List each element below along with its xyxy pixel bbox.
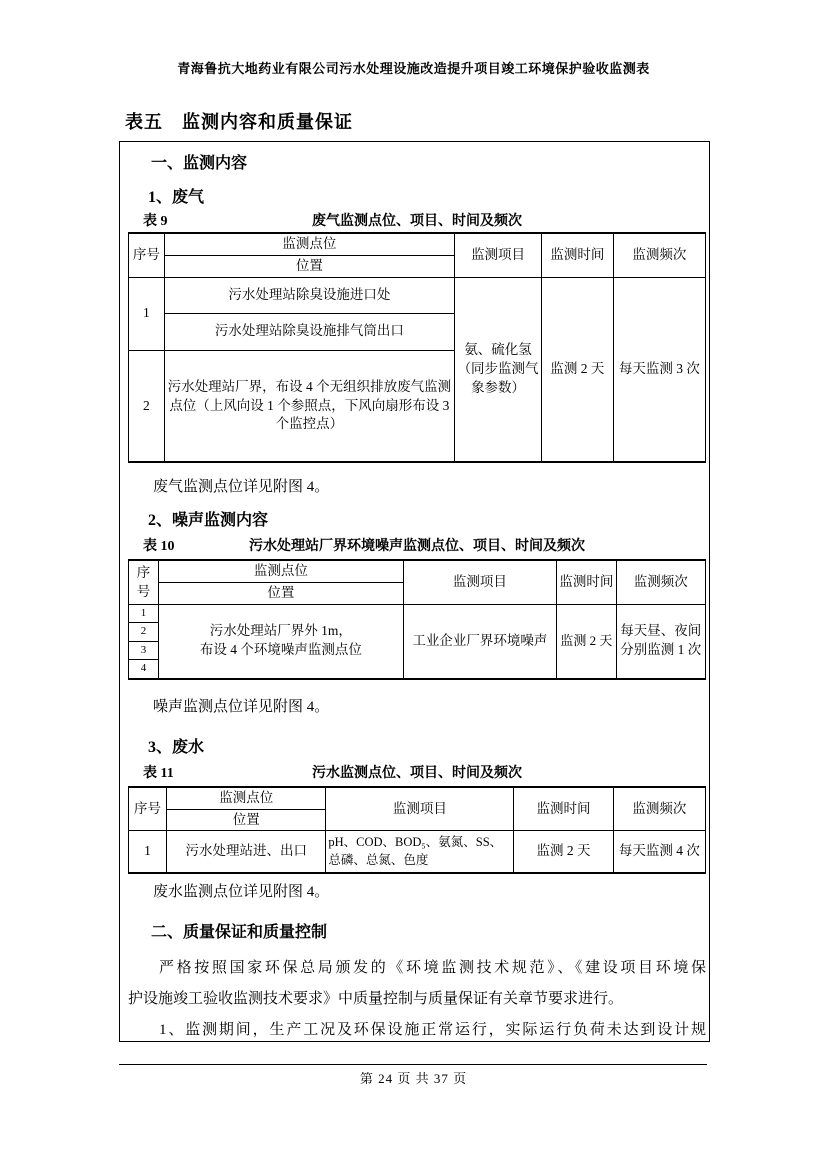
table9-caption-row <box>128 213 706 231</box>
t11-time-cell: 监测 2 天 <box>514 831 613 873</box>
t9-header-time: 监测时间 <box>542 233 614 277</box>
subsection-heading-wastewater: 3、废水 <box>148 738 205 756</box>
gas-note: 废气监测点位详见附图 4。 <box>153 479 330 496</box>
subsection-heading-noise: 2、噪声监测内容 <box>148 512 269 530</box>
section-heading-qa: 二、质量保证和质量控制 <box>151 923 328 941</box>
t10-row2-no: 2 <box>129 623 159 641</box>
t11-header-position: 位置 <box>167 809 326 831</box>
t9-row1-point-a: 污水处理站除臭设施进口处 <box>164 277 454 313</box>
t9-item-cell: 氨、硫化氢（同步监测气象参数） <box>455 277 542 462</box>
t9-time-cell: 监测 2 天 <box>542 277 614 462</box>
t10-point-cell <box>159 605 404 679</box>
t11-header-time: 监测时间 <box>514 787 613 831</box>
table10-title: 污水处理站厂界环境噪声监测点位、项目、时间及频次 <box>249 539 585 555</box>
qa-paragraph-line1: 严格按照国家环保总局颁发的《环境监测技术规范》、《建设项目环境保 <box>159 959 706 976</box>
t10-header-freq: 监测频次 <box>616 560 705 604</box>
subsection-heading-gas: 1、废气 <box>148 189 205 206</box>
page-title: 表五 监测内容和质量保证 <box>125 112 353 132</box>
footer-divider <box>119 1064 707 1065</box>
t10-point-line2: 布设 4 个环境噪声监测点位 <box>199 642 362 658</box>
table9-label: 表 9 <box>143 214 168 229</box>
t10-header-point: 监测点位 <box>159 560 404 582</box>
table9-title: 废气监测点位、项目、时间及频次 <box>312 214 522 229</box>
wastewater-note: 废水监测点位详见附图 4。 <box>153 883 330 900</box>
t9-row1-no: 1 <box>129 277 165 350</box>
t9-header-no: 序号 <box>129 233 165 277</box>
t11-freq-cell: 每天监测 4 次 <box>613 831 705 873</box>
page-number: 第 24 页 共 37 页 <box>359 1071 468 1086</box>
section-heading-monitoring-content: 一、监测内容 <box>151 155 248 172</box>
content-box <box>119 141 710 1042</box>
t10-freq-cell: 每天昼、夜间分别监测 1 次 <box>616 605 705 679</box>
t10-row1-no: 1 <box>129 605 159 623</box>
t11-header-no: 序号 <box>129 787 167 831</box>
table11-title: 污水监测点位、项目、时间及频次 <box>312 765 522 781</box>
t11-header-freq: 监测频次 <box>613 787 705 831</box>
t10-header-time: 监测时间 <box>557 560 616 604</box>
t11-header-item: 监测项目 <box>326 787 514 831</box>
table10-label: 表 10 <box>143 539 175 555</box>
t10-row3-no: 3 <box>129 641 159 659</box>
t9-header-position: 位置 <box>164 255 454 277</box>
t10-header-item: 监测项目 <box>403 560 556 604</box>
t10-item-cell: 工业企业厂界环境噪声 <box>403 605 556 679</box>
t9-row1-point-b: 污水处理站除臭设施排气筒出口 <box>164 313 454 350</box>
gas-monitoring-table <box>128 232 706 463</box>
t10-header-no: 序号 <box>129 560 159 604</box>
document-header: 青海鲁抗大地药业有限公司污水处理设施改造提升项目竣工环境保护验收监测表 <box>177 61 650 76</box>
t11-header-point: 监测点位 <box>167 787 326 809</box>
t11-row1-no: 1 <box>129 831 167 873</box>
t10-header-position: 位置 <box>159 583 404 605</box>
t10-point-line1: 污水处理站厂界外 1m， <box>209 623 352 639</box>
t9-freq-cell: 每天监测 3 次 <box>613 277 705 462</box>
noise-monitoring-table <box>128 559 706 679</box>
qa-paragraph-line2: 护设施竣工验收监测技术要求》中质量控制与质量保证有关章节要求进行。 <box>128 990 624 1007</box>
t10-time-cell: 监测 2 天 <box>557 605 616 679</box>
t9-row2-no: 2 <box>129 350 165 462</box>
t9-header-freq: 监测频次 <box>613 233 705 277</box>
table10-caption-row <box>128 538 706 556</box>
t10-row4-no: 4 <box>129 660 159 679</box>
noise-note: 噪声监测点位详见附图 4。 <box>153 698 330 715</box>
wastewater-monitoring-table <box>128 786 706 874</box>
table11-label: 表 11 <box>143 765 174 781</box>
t9-header-point: 监测点位 <box>164 233 454 255</box>
table11-caption-row <box>128 765 706 783</box>
qa-paragraph-line3: 1、监测期间，生产工况及环保设施正常运行，实际运行负荷未达到设计规 <box>159 1021 706 1038</box>
t11-point-cell: 污水处理站进、出口 <box>167 831 326 873</box>
t11-items-cell: pH、COD、BOD₅、氨氮、SS、总磷、总氮、色度 <box>326 831 514 873</box>
t9-header-item: 监测项目 <box>455 233 542 277</box>
t9-row2-point: 污水处理站厂界，布设 4 个无组织排放废气监测点位（上风向设 1 个参照点，下风向扇形布设 3 个监控点） <box>164 350 454 462</box>
